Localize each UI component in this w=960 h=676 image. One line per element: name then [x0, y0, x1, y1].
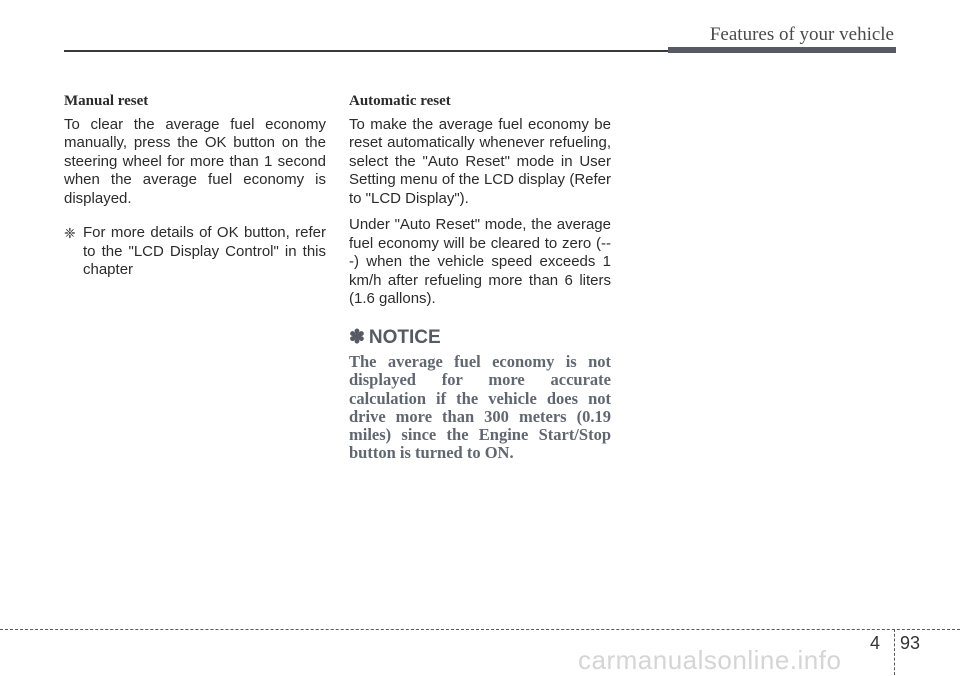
header-accent-bar	[668, 47, 896, 53]
notice-title-text: NOTICE	[368, 326, 441, 348]
left-column	[64, 92, 326, 280]
footer-rule	[0, 629, 960, 630]
manual-reset-heading: Manual reset	[64, 93, 149, 109]
footer-divider	[894, 629, 895, 675]
notice-star-icon: ✽	[349, 326, 365, 348]
note-asterism-icon: ❈	[64, 225, 76, 241]
manual-reset-paragraph: To clear the average fuel economy manually, press the OK button on the steering wheel for more than 1 second when the average fuel economy is displayed.	[64, 115, 326, 207]
header-title: Features of your vehicle	[709, 24, 894, 45]
right-column	[349, 92, 611, 463]
automatic-reset-heading: Automatic reset	[349, 93, 451, 109]
note	[64, 224, 326, 280]
notice-title	[349, 326, 611, 348]
header-rule	[64, 50, 670, 52]
automatic-reset-paragraph-1: To make the average fuel economy be reset automatically whenever refueling, select the "Auto Reset" mode in User Setting menu of the LCD display (Refer to "LCD Display").	[349, 115, 611, 207]
page-number: 93	[900, 633, 921, 653]
notice-text: The average fuel economy is not displayed for more accurate calculation if the vehicle does not drive more than 300 meters (0.19 miles) since the Engine Start/Stop button is turned to ON.	[349, 352, 611, 463]
watermark: carmanualsonline.info	[578, 645, 842, 675]
automatic-reset-paragraph-2: Under "Auto Reset" mode, the average fuel economy will be cleared to zero (---) when the vehicle speed exceeds 1 km/h after refueling more than 6 liters (1.6 gallons).	[349, 216, 611, 307]
page-chapter: 4	[870, 633, 881, 653]
note-text: For more details of OK button, refer to the "LCD Display Control" in this chapter	[83, 224, 326, 278]
